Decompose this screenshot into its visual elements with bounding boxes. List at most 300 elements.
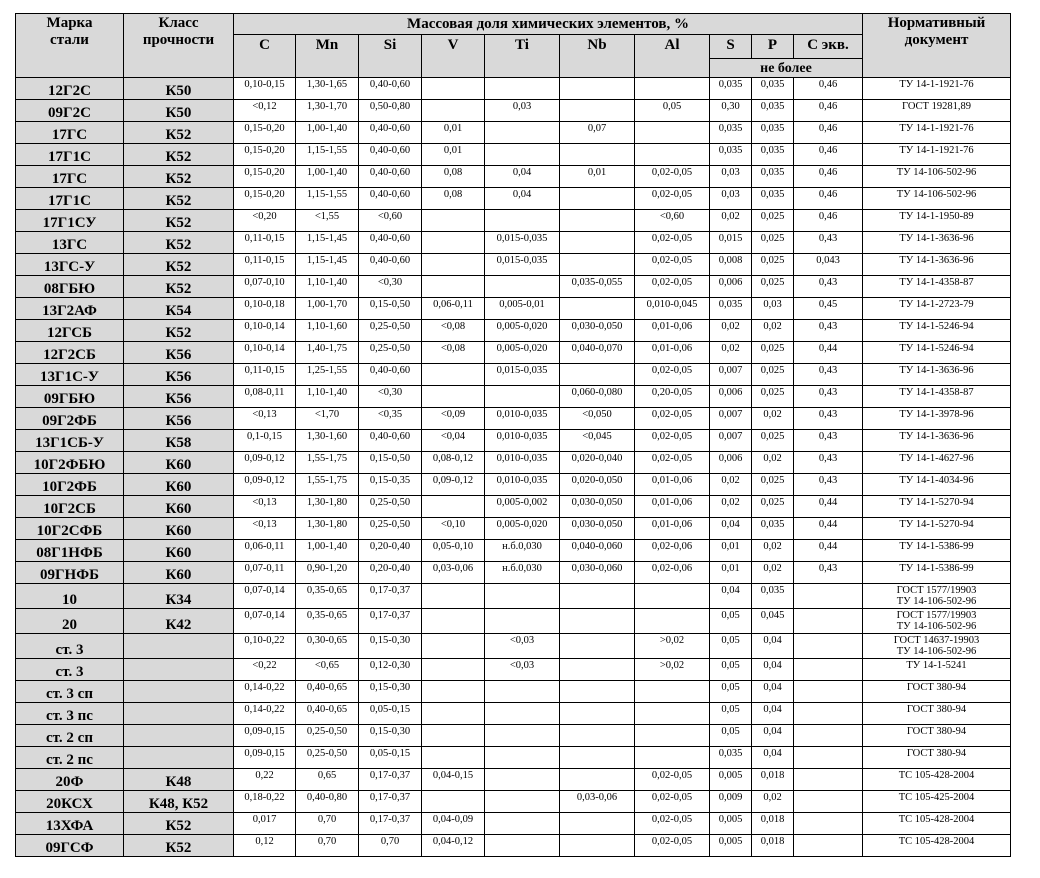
cell-v: 0,08-0,12	[422, 452, 485, 474]
cell-mn: 0,40-0,65	[296, 681, 359, 703]
table-row	[16, 188, 1011, 210]
cell-steel-grade: 09ГСФ	[16, 835, 124, 857]
cell-c: 0,07-0,14	[234, 609, 296, 634]
cell-si: 0,40-0,60	[359, 430, 422, 452]
cell-si: 0,40-0,60	[359, 188, 422, 210]
cell-normative-doc	[863, 386, 1011, 408]
doc-line: ТУ 14-1-1921-76	[899, 145, 974, 156]
cell-mn: 0,25-0,50	[296, 725, 359, 747]
cell-strength-class: К52	[124, 210, 234, 232]
cell-c: <0,22	[234, 659, 296, 681]
cell-mn: 1,00-1,40	[296, 166, 359, 188]
doc-line: ГОСТ 380-94	[906, 726, 967, 737]
cell-si: 0,40-0,60	[359, 122, 422, 144]
cell-steel-grade: 13ХФА	[16, 813, 124, 835]
cell-steel-grade: 17ГС	[16, 122, 124, 144]
cell-al: 0,02-0,06	[635, 562, 710, 584]
cell-mn: 1,30-1,65	[296, 78, 359, 100]
cell-mn: 0,65	[296, 769, 359, 791]
cell-c: 0,15-0,20	[234, 144, 296, 166]
doc-line: ТУ 14-1-5246-94	[899, 343, 974, 354]
header-element-ti: Ti	[485, 35, 560, 78]
cell-ti	[485, 78, 560, 100]
table-row	[16, 166, 1011, 188]
cell-al: 0,02-0,05	[635, 835, 710, 857]
cell-p: 0,04	[752, 747, 794, 769]
header-element-v: V	[422, 35, 485, 78]
cell-ti	[485, 681, 560, 703]
cell-si: 0,15-0,50	[359, 298, 422, 320]
cell-si: 0,40-0,60	[359, 144, 422, 166]
doc-line: ТУ 14-1-5386-99	[899, 563, 974, 574]
table-row	[16, 540, 1011, 562]
cell-s: 0,007	[710, 408, 752, 430]
doc-line: ГОСТ 14637-19903	[893, 635, 980, 646]
cell-al	[635, 144, 710, 166]
cell-mn: 1,15-1,45	[296, 232, 359, 254]
cell-v	[422, 100, 485, 122]
header-element-s: S	[710, 35, 752, 59]
cell-strength-class: К54	[124, 298, 234, 320]
cell-v	[422, 609, 485, 634]
cell-c-eq	[794, 609, 863, 634]
cell-p: 0,04	[752, 681, 794, 703]
cell-ti: 0,010-0,035	[485, 452, 560, 474]
table-row	[16, 496, 1011, 518]
cell-p: 0,025	[752, 342, 794, 364]
steel-grades-table	[15, 13, 1011, 857]
cell-al: 0,01-0,06	[635, 496, 710, 518]
cell-c-eq	[794, 634, 863, 659]
cell-si: 0,05-0,15	[359, 747, 422, 769]
doc-line: ТУ 14-1-1950-89	[899, 211, 974, 222]
cell-c: 0,11-0,15	[234, 364, 296, 386]
cell-nb: 0,07	[560, 122, 635, 144]
cell-al	[635, 78, 710, 100]
header-normative-line2: документ	[904, 32, 969, 48]
cell-si: 0,70	[359, 835, 422, 857]
cell-mn: 1,30-1,80	[296, 496, 359, 518]
cell-v: 0,04-0,12	[422, 835, 485, 857]
cell-v: 0,05-0,10	[422, 540, 485, 562]
cell-normative-doc	[863, 122, 1011, 144]
cell-p: 0,035	[752, 518, 794, 540]
doc-line: ТУ 14-106-502-96	[896, 189, 977, 200]
cell-c-eq	[794, 659, 863, 681]
cell-c-eq	[794, 725, 863, 747]
cell-c: 0,09-0,15	[234, 747, 296, 769]
header-grade-line1: Марка	[46, 15, 93, 31]
doc-line: ГОСТ 380-94	[906, 704, 967, 715]
cell-nb	[560, 232, 635, 254]
cell-normative-doc	[863, 703, 1011, 725]
cell-strength-class: К34	[124, 584, 234, 609]
doc-line: ГОСТ 380-94	[906, 748, 967, 759]
cell-ti	[485, 725, 560, 747]
doc-line: ТУ 14-106-502-96	[896, 646, 977, 657]
cell-p: 0,035	[752, 584, 794, 609]
cell-s: 0,009	[710, 791, 752, 813]
cell-c: 0,18-0,22	[234, 791, 296, 813]
table-row	[16, 452, 1011, 474]
cell-normative-doc	[863, 276, 1011, 298]
cell-steel-grade: ст. 3 сп	[16, 681, 124, 703]
cell-si: 0,17-0,37	[359, 791, 422, 813]
cell-si: <0,30	[359, 386, 422, 408]
cell-ti: 0,04	[485, 188, 560, 210]
cell-s: 0,03	[710, 188, 752, 210]
cell-s: 0,035	[710, 747, 752, 769]
cell-mn: 1,30-1,70	[296, 100, 359, 122]
cell-steel-grade: 09Г2С	[16, 100, 124, 122]
header-grade	[16, 14, 124, 78]
cell-mn: 1,55-1,75	[296, 452, 359, 474]
cell-ti	[485, 276, 560, 298]
cell-ti: 0,010-0,035	[485, 430, 560, 452]
doc-line: ТУ 14-1-3636-96	[899, 233, 974, 244]
cell-s: 0,04	[710, 584, 752, 609]
cell-ti: 0,04	[485, 166, 560, 188]
cell-p: 0,03	[752, 298, 794, 320]
cell-v	[422, 703, 485, 725]
cell-v: 0,04-0,09	[422, 813, 485, 835]
cell-c: 0,07-0,11	[234, 562, 296, 584]
cell-steel-grade: 09ГБЮ	[16, 386, 124, 408]
cell-nb: 0,030-0,050	[560, 496, 635, 518]
cell-nb	[560, 681, 635, 703]
cell-ti: н.б.0,030	[485, 540, 560, 562]
cell-al	[635, 703, 710, 725]
cell-nb	[560, 835, 635, 857]
cell-ti	[485, 813, 560, 835]
cell-c: <0,12	[234, 100, 296, 122]
cell-strength-class: К52	[124, 232, 234, 254]
cell-steel-grade: ст. 3 пс	[16, 703, 124, 725]
cell-c-eq: 0,43	[794, 276, 863, 298]
cell-normative-doc	[863, 364, 1011, 386]
cell-al	[635, 122, 710, 144]
doc-line: ТС 105-428-2004	[898, 836, 975, 847]
cell-c-eq: 0,45	[794, 298, 863, 320]
cell-steel-grade: 09ГНФБ	[16, 562, 124, 584]
cell-al: 0,02-0,05	[635, 254, 710, 276]
table-row	[16, 342, 1011, 364]
doc-line: ТУ 14-1-5386-99	[899, 541, 974, 552]
cell-s: 0,05	[710, 609, 752, 634]
cell-al: 0,01-0,06	[635, 320, 710, 342]
cell-p: 0,025	[752, 474, 794, 496]
cell-v	[422, 496, 485, 518]
cell-c: 0,10-0,14	[234, 342, 296, 364]
cell-mn: <1,55	[296, 210, 359, 232]
cell-al: 0,02-0,05	[635, 408, 710, 430]
cell-steel-grade: 13ГС-У	[16, 254, 124, 276]
cell-s: 0,02	[710, 210, 752, 232]
cell-c-eq	[794, 769, 863, 791]
cell-s: 0,05	[710, 659, 752, 681]
cell-normative-doc	[863, 210, 1011, 232]
cell-ti: 0,005-0,002	[485, 496, 560, 518]
cell-ti	[485, 609, 560, 634]
cell-nb	[560, 584, 635, 609]
cell-mn: 0,40-0,80	[296, 791, 359, 813]
cell-c: 0,10-0,18	[234, 298, 296, 320]
cell-ti: 0,005-0,01	[485, 298, 560, 320]
cell-s: 0,05	[710, 634, 752, 659]
cell-nb: <0,045	[560, 430, 635, 452]
cell-ti	[485, 835, 560, 857]
cell-s: 0,05	[710, 681, 752, 703]
cell-s: 0,008	[710, 254, 752, 276]
cell-s: 0,035	[710, 144, 752, 166]
cell-p: 0,025	[752, 276, 794, 298]
cell-normative-doc	[863, 342, 1011, 364]
table-row	[16, 408, 1011, 430]
cell-normative-doc	[863, 320, 1011, 342]
cell-si: 0,17-0,37	[359, 769, 422, 791]
cell-strength-class: К60	[124, 562, 234, 584]
cell-normative-doc	[863, 659, 1011, 681]
cell-nb	[560, 210, 635, 232]
cell-strength-class: К56	[124, 386, 234, 408]
doc-line: ГОСТ 380-94	[906, 682, 967, 693]
cell-mn: 1,15-1,55	[296, 144, 359, 166]
cell-c: 0,14-0,22	[234, 703, 296, 725]
cell-strength-class: К48, К52	[124, 791, 234, 813]
cell-ti: 0,015-0,035	[485, 232, 560, 254]
cell-ti: 0,03	[485, 100, 560, 122]
cell-v: 0,08	[422, 166, 485, 188]
table-body	[16, 78, 1011, 857]
cell-strength-class: К50	[124, 78, 234, 100]
cell-steel-grade: 13Г1С-У	[16, 364, 124, 386]
cell-c: 0,09-0,12	[234, 474, 296, 496]
cell-mn: 0,25-0,50	[296, 747, 359, 769]
cell-normative-doc	[863, 518, 1011, 540]
cell-steel-grade: ст. 3	[16, 634, 124, 659]
cell-p: 0,045	[752, 609, 794, 634]
cell-strength-class: К60	[124, 496, 234, 518]
cell-strength-class: К60	[124, 518, 234, 540]
doc-line: ТС 105-428-2004	[898, 814, 975, 825]
doc-line: ТУ 14-1-3636-96	[899, 431, 974, 442]
cell-al: >0,02	[635, 634, 710, 659]
cell-steel-grade: ст. 2 пс	[16, 747, 124, 769]
cell-nb: 0,040-0,070	[560, 342, 635, 364]
cell-si: 0,12-0,30	[359, 659, 422, 681]
table-row	[16, 364, 1011, 386]
cell-s: 0,02	[710, 474, 752, 496]
cell-p: 0,02	[752, 452, 794, 474]
cell-steel-grade: 09Г2ФБ	[16, 408, 124, 430]
cell-mn: 1,25-1,55	[296, 364, 359, 386]
cell-nb	[560, 298, 635, 320]
cell-al: 0,02-0,05	[635, 232, 710, 254]
cell-c-eq: 0,46	[794, 166, 863, 188]
cell-c-eq: 0,46	[794, 210, 863, 232]
cell-al: 0,02-0,05	[635, 188, 710, 210]
cell-v: 0,01	[422, 144, 485, 166]
cell-v: 0,03-0,06	[422, 562, 485, 584]
cell-strength-class	[124, 725, 234, 747]
doc-line: ТУ 14-106-502-96	[896, 167, 977, 178]
cell-c-eq: 0,46	[794, 144, 863, 166]
cell-c: 0,11-0,15	[234, 254, 296, 276]
cell-al: 0,20-0,05	[635, 386, 710, 408]
cell-steel-grade: 13Г1СБ-У	[16, 430, 124, 452]
cell-v	[422, 254, 485, 276]
cell-nb	[560, 364, 635, 386]
cell-steel-grade: 08ГБЮ	[16, 276, 124, 298]
cell-c: 0,14-0,22	[234, 681, 296, 703]
cell-p: 0,04	[752, 659, 794, 681]
cell-steel-grade: 10Г2ФБ	[16, 474, 124, 496]
cell-steel-grade: 10Г2СБ	[16, 496, 124, 518]
cell-v	[422, 364, 485, 386]
cell-c: 0,1-0,15	[234, 430, 296, 452]
cell-c: 0,10-0,22	[234, 634, 296, 659]
cell-p: 0,02	[752, 562, 794, 584]
doc-line: ТУ 14-106-502-96	[896, 621, 977, 632]
cell-si: 0,17-0,37	[359, 584, 422, 609]
cell-p: 0,04	[752, 703, 794, 725]
cell-nb: 0,040-0,060	[560, 540, 635, 562]
cell-p: 0,02	[752, 408, 794, 430]
cell-v: <0,10	[422, 518, 485, 540]
cell-s: 0,005	[710, 769, 752, 791]
cell-s: 0,30	[710, 100, 752, 122]
cell-si: 0,15-0,30	[359, 634, 422, 659]
cell-steel-grade: 10Г2ФБЮ	[16, 452, 124, 474]
table-row	[16, 518, 1011, 540]
cell-c: 0,22	[234, 769, 296, 791]
cell-steel-grade: 10	[16, 584, 124, 609]
cell-mn: 0,40-0,65	[296, 703, 359, 725]
cell-s: 0,02	[710, 342, 752, 364]
cell-si: 0,17-0,37	[359, 813, 422, 835]
cell-v: 0,06-0,11	[422, 298, 485, 320]
cell-v	[422, 584, 485, 609]
cell-s: 0,007	[710, 364, 752, 386]
cell-normative-doc	[863, 813, 1011, 835]
cell-steel-grade: 13Г2АФ	[16, 298, 124, 320]
table-row	[16, 254, 1011, 276]
cell-nb	[560, 144, 635, 166]
cell-nb	[560, 725, 635, 747]
cell-steel-grade: 08Г1НФБ	[16, 540, 124, 562]
doc-line: ТУ 14-1-2723-79	[899, 299, 974, 310]
cell-al	[635, 609, 710, 634]
cell-si: 0,15-0,35	[359, 474, 422, 496]
table-row	[16, 584, 1011, 609]
cell-nb	[560, 813, 635, 835]
cell-s: 0,005	[710, 835, 752, 857]
table-row	[16, 791, 1011, 813]
cell-si: 0,20-0,40	[359, 562, 422, 584]
header-strength-line2: прочности	[142, 32, 215, 48]
cell-ti: 0,010-0,035	[485, 474, 560, 496]
cell-si: 0,17-0,37	[359, 609, 422, 634]
cell-s: 0,035	[710, 78, 752, 100]
cell-si: <0,30	[359, 276, 422, 298]
cell-s: 0,006	[710, 386, 752, 408]
table-row	[16, 562, 1011, 584]
table-row	[16, 298, 1011, 320]
cell-steel-grade: ст. 3	[16, 659, 124, 681]
cell-ti: 0,005-0,020	[485, 518, 560, 540]
cell-c: 0,11-0,15	[234, 232, 296, 254]
cell-al: 0,01-0,06	[635, 474, 710, 496]
cell-c: 0,08-0,11	[234, 386, 296, 408]
cell-strength-class: К42	[124, 609, 234, 634]
cell-c-eq: 0,44	[794, 518, 863, 540]
cell-ti	[485, 703, 560, 725]
cell-steel-grade: 13ГС	[16, 232, 124, 254]
cell-v	[422, 725, 485, 747]
doc-line: ГОСТ 19281,89	[902, 101, 971, 112]
cell-v	[422, 276, 485, 298]
header-strength-class	[124, 14, 234, 78]
cell-p: 0,025	[752, 210, 794, 232]
cell-strength-class: К60	[124, 452, 234, 474]
cell-mn: 1,00-1,70	[296, 298, 359, 320]
cell-v: 0,09-0,12	[422, 474, 485, 496]
header-element-al: Al	[635, 35, 710, 78]
cell-nb	[560, 78, 635, 100]
cell-si: 0,25-0,50	[359, 342, 422, 364]
cell-nb	[560, 188, 635, 210]
cell-p: 0,02	[752, 540, 794, 562]
cell-p: 0,025	[752, 430, 794, 452]
doc-line: ТС 105-428-2004	[898, 770, 975, 781]
cell-p: 0,025	[752, 232, 794, 254]
cell-mn: 1,00-1,40	[296, 122, 359, 144]
cell-c-eq: 0,43	[794, 430, 863, 452]
table-row	[16, 78, 1011, 100]
cell-p: 0,018	[752, 813, 794, 835]
doc-line: ТУ 14-1-5270-94	[899, 497, 974, 508]
cell-si: 0,20-0,40	[359, 540, 422, 562]
header-element-c: C	[234, 35, 296, 78]
doc-line: ТУ 14-1-3636-96	[899, 365, 974, 376]
cell-steel-grade: 12ГСБ	[16, 320, 124, 342]
cell-si: 0,40-0,60	[359, 364, 422, 386]
cell-mn: 1,00-1,40	[296, 540, 359, 562]
cell-strength-class: К52	[124, 320, 234, 342]
cell-mn: 0,90-1,20	[296, 562, 359, 584]
cell-al: 0,02-0,05	[635, 276, 710, 298]
cell-v	[422, 747, 485, 769]
cell-c-eq: 0,43	[794, 364, 863, 386]
table-row	[16, 144, 1011, 166]
cell-al: 0,02-0,06	[635, 540, 710, 562]
table-row	[16, 320, 1011, 342]
cell-c-eq	[794, 681, 863, 703]
cell-mn: 0,70	[296, 835, 359, 857]
table-row	[16, 210, 1011, 232]
cell-v: <0,08	[422, 320, 485, 342]
cell-mn: 0,35-0,65	[296, 609, 359, 634]
doc-line: ТС 105-425-2004	[898, 792, 975, 803]
cell-normative-doc	[863, 496, 1011, 518]
table-row	[16, 747, 1011, 769]
cell-strength-class: К52	[124, 188, 234, 210]
cell-c-eq: 0,46	[794, 188, 863, 210]
cell-normative-doc	[863, 188, 1011, 210]
cell-normative-doc	[863, 681, 1011, 703]
cell-normative-doc	[863, 144, 1011, 166]
cell-c-eq: 0,44	[794, 342, 863, 364]
